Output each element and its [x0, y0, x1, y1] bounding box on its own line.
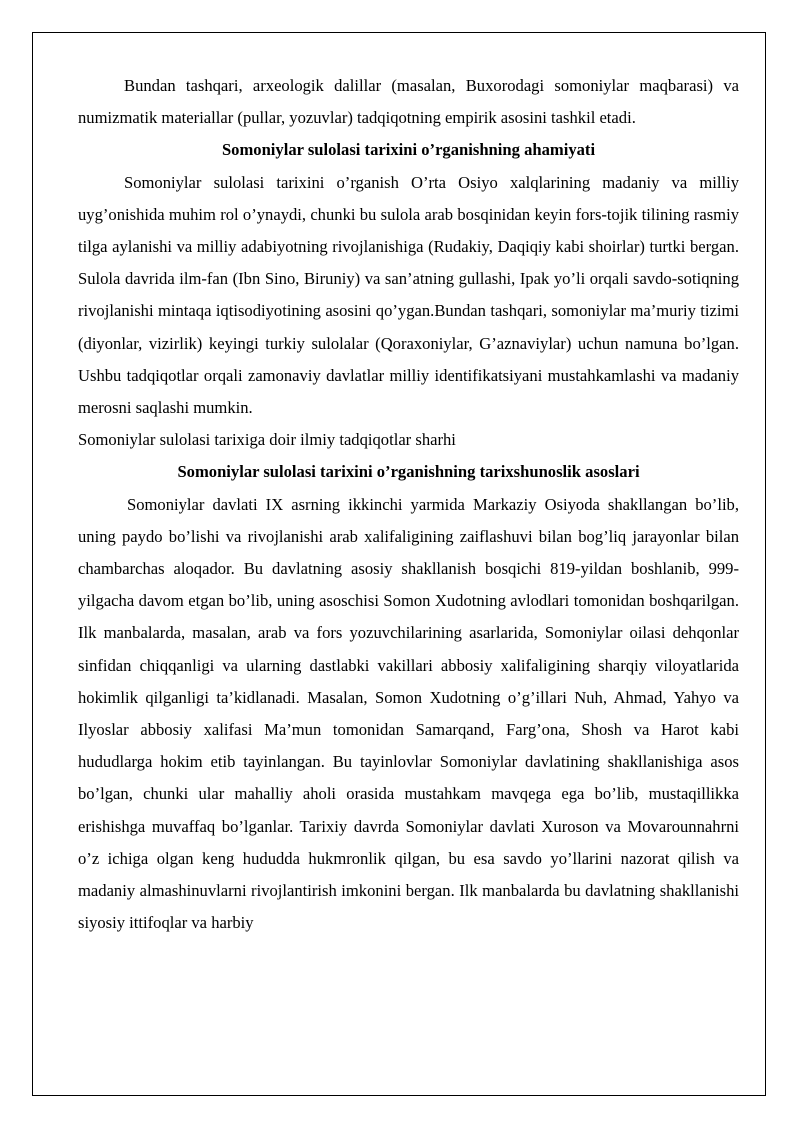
- subheading-review: Somoniylar sulolasi tarixiga doir ilmiy tadqiqotlar sharhi: [78, 430, 456, 450]
- heading-significance: Somoniylar sulolasi tarixini o’rganishning ahamiyati: [221, 140, 596, 160]
- document-body: [78, 70, 739, 939]
- paragraph-significance: Somoniylar sulolasi tarixini o’rganish O’rta Osiyo xalqlarining madaniy va milliy uyg’onishida muhim rol o’ynaydi, chunki bu sulola arab bosqinidan keyin fors-tojik tilining rasmiy tilga aylanishi va milliy adabiyotning rivojlanishiga (Rudakiy, Daqiqiy kabi shoirlar) turtki bergan. Sulola davrida ilm-fan (Ibn Sino, Biruniy) va san’atning gullashi, Ipak yo’li orqali savdo-sotiqning rivojlanishi mintaqa iqtisodiyotining asosini qo’ygan.Bundan tashqari, somoniylar ma’muriy tizimi (diyonlar, vizirlik) keyingi turkiy sulolalar (Qoraxoniylar, G’aznaviylar) uchun namuna bo’lgan. Ushbu tadqiqotlar orqali zamonaviy davlatlar milliy identifikatsiyani mustahkamlashi va madaniy merosni saqlashi mumkin.: [78, 172, 739, 418]
- paragraph-archaeology: Bundan tashqari, arxeologik dalillar (masalan, Buxorodagi somoniylar maqbarasi) va numizmatik materiallar (pullar, yozuvlar) tadqiqotning empirik asosini tashkil etadi.: [78, 76, 739, 128]
- paragraph-historiography: Somoniylar davlati IX asrning ikkinchi yarmida Markaziy Osiyoda shakllangan bo’lib, uning paydo bo’lishi va rivojlanishi arab xalifaligining zaiflashuvi bilan bog’liq jarayonlar bilan chambarchas aloqador. Bu davlatning asosiy shakllanish bosqichi 819-yildan boshlanib, 999-yilgacha davom etgan bo’lib, uning asoschisi Somon Xudotning avlodlari tomonidan boshqarilgan. Ilk manbalarda, masalan, arab va fors yozuvchilarining asarlarida, Somoniylar oilasi dehqonlar sinfidan chiqqanligi va ularning dastlabki vakillari abbosiy xalifaligining sharqiy viloyatlarida hokimlik qilganligi ta’kidlanadi. Masalan, Somon Xudotning o’g’illari Nuh, Ahmad, Yahyo va Ilyoslar abbosiy xalifasi Ma’mun tomonidan Samarqand, Farg’ona, Shosh va Harot kabi hududlarga hokim etib tayinlangan. Bu tayinlovlar Somoniylar davlatining shakllanishiga asos bo’lgan, chunki ular mahalliy aholi orasida mustahkam mavqega ega bo’lib, mustaqillikka erishishga muvaffaq bo’lganlar. Tarixiy davrda Somoniylar davlati Xuroson va Movarounnahrni o’z ichiga olgan keng hududda hukmronlik qilgan, bu esa savdo yo’llarini nazorat qilish va madaniy almashinuvlarni rivojlantirish imkonini bergan. Ilk manbalarda bu davlatning shakllanishi siyosiy ittifoqlar va harbiy: [78, 494, 739, 933]
- heading-historiography: Somoniylar sulolasi tarixini o’rganishning tarixshunoslik asoslari: [177, 462, 640, 482]
